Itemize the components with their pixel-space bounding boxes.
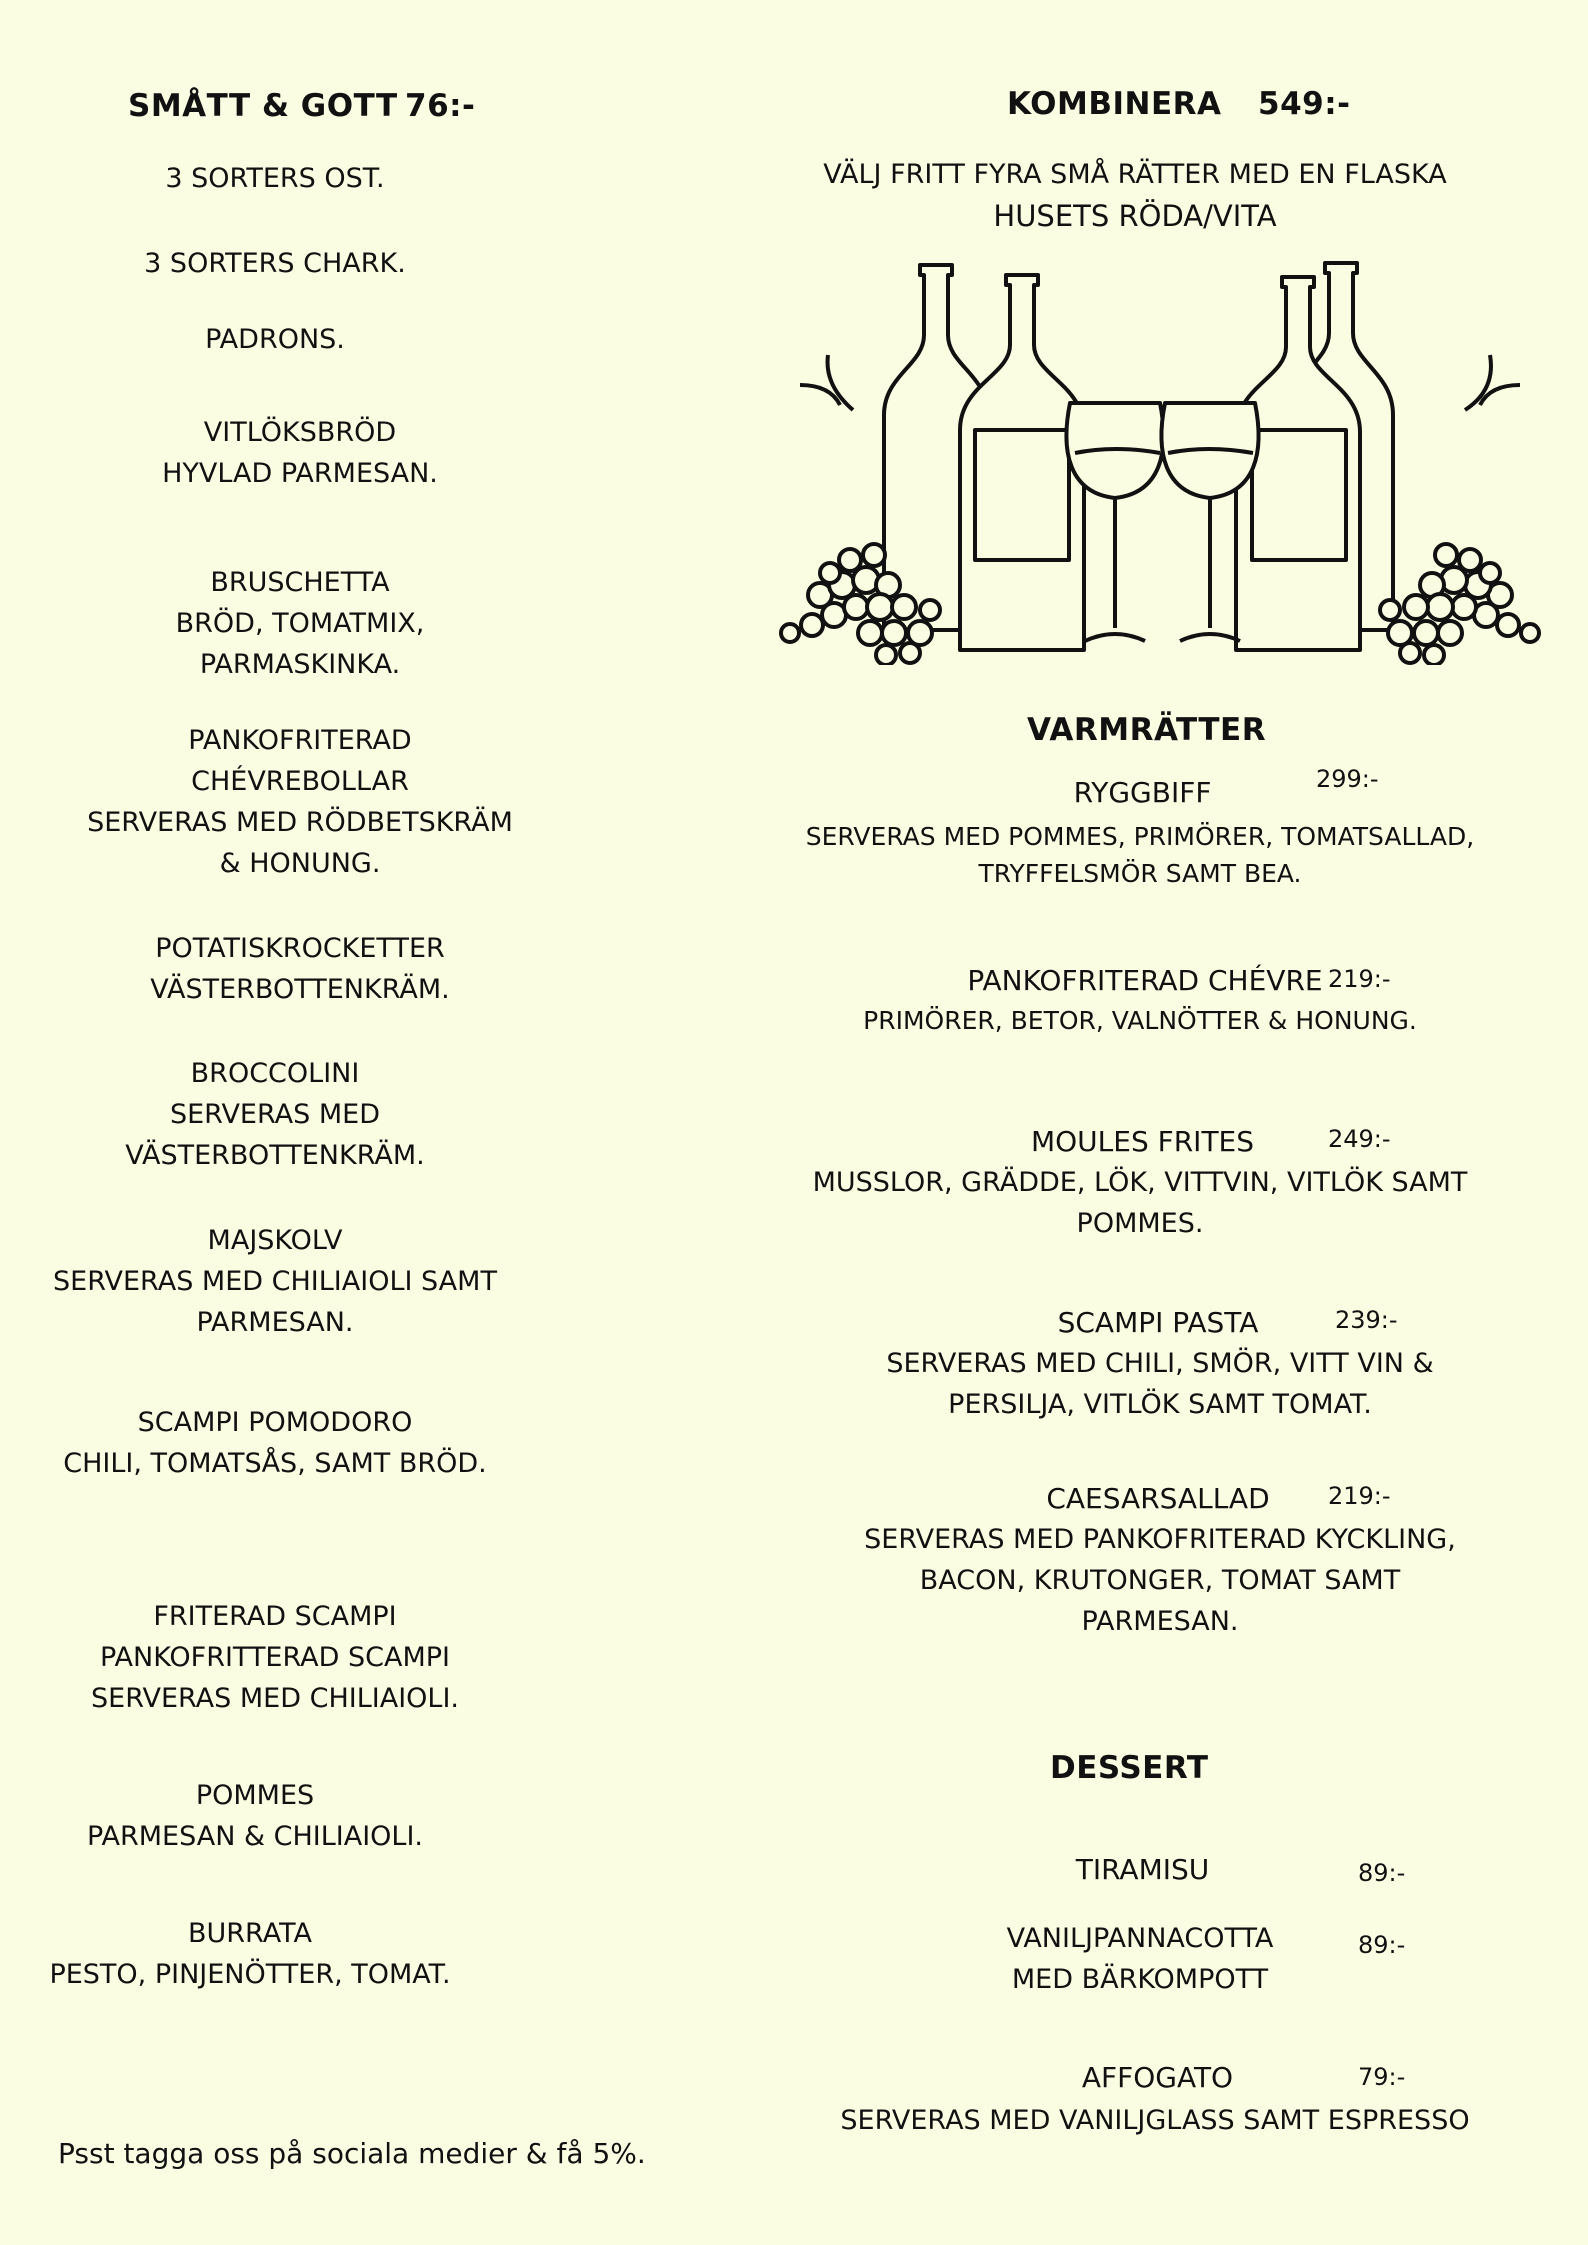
varm-item-desc: SERVERAS MED POMMES, PRIMÖRER, TOMATSALLAD, TRYFFELSMÖR SAMT BEA. [805,822,1475,888]
varm-item-desc: SERVERAS MED CHILI, SMÖR, VITT VIN & PERSILJA, VITLÖK SAMT TOMAT. [886,1348,1434,1420]
kombinera-line2: HUSETS RÖDA/VITA [993,199,1277,233]
dessert-item-desc: SERVERAS MED VANILJGLASS SAMT ESPRESSO [840,2105,1470,2136]
menu-item-burrata: BURRATA PESTO, PINJENÖTTER, TOMAT. [49,1918,451,1990]
menu-item-ost: 3 SORTERS OST. [165,163,385,194]
varm-item-name: MOULES FRITES [1030,1125,1255,1158]
varm-item-name: PANKOFRITERAD CHÉVRE [967,964,1323,997]
menu-item-majskolv: MAJSKOLV SERVERAS MED CHILIAIOLI SAMT PARMESAN. [53,1225,497,1338]
smatt-gott-heading [128,88,398,124]
dessert-item-name: VANILJPANNACOTTA MED BÄRKOMPOTT [1006,1923,1274,1995]
varm-item-name: CAESARSALLAD [1046,1482,1270,1515]
menu-item-potatiskrocketter: POTATISKROCKETTER VÄSTERBOTTENKRÄM. [150,933,450,1005]
dessert-item-price: 89:- [1358,1931,1406,1959]
dessert-item-price: 89:- [1358,1859,1406,1887]
varmratter-heading: VARMRÄTTER [1027,712,1267,748]
varm-item-price: 239:- [1335,1306,1398,1334]
menu-item-padrons: PADRONS. [205,324,345,355]
varm-item-desc: MUSSLOR, GRÄDDE, LÖK, VITTVIN, VITLÖK SAMT POMMES. [812,1167,1468,1239]
varm-item-price: 219:- [1328,965,1391,993]
menu-item-friterad-scampi: FRITERAD SCAMPI PANKOFRITTERAD SCAMPI SERVERAS MED CHILIAIOLI. [91,1601,459,1714]
dessert-item-name: TIRAMISU [1075,1853,1210,1886]
menu-item-pommes: POMMES PARMESAN & CHILIAIOLI. [86,1780,424,1852]
varm-item-price: 299:- [1316,765,1379,793]
kombinera-line1: VÄLJ FRITT FYRA SMÅ RÄTTER MED EN FLASKA [823,159,1447,190]
footer-note: Psst tagga oss på sociala medier & få 5%. [58,2137,646,2170]
kombinera-price: 549:- [1258,86,1351,122]
menu-item-broccolini: BROCCOLINI SERVERAS MED VÄSTERBOTTENKRÄM. [125,1058,425,1171]
dessert-item-name: AFFOGATO [1081,2061,1234,2094]
varm-item-price: 249:- [1328,1125,1391,1153]
menu-item-chark: 3 SORTERS CHARK. [144,248,406,279]
menu-item-scampi-pomodoro: SCAMPI POMODORO CHILI, TOMATSÅS, SAMT BRÖD. [63,1407,487,1479]
varm-item-desc: PRIMÖRER, BETOR, VALNÖTTER & HONUNG. [863,1006,1417,1035]
varm-item-price: 219:- [1328,1482,1391,1510]
smatt-gott-price: 76:- [405,88,476,124]
kombinera-heading: KOMBINERA [1007,86,1222,122]
menu-item-chevrebollar: PANKOFRITERAD CHÉVREBOLLAR SERVERAS MED RÖDBETSKRÄM & HONUNG. [87,725,513,879]
varm-item-name: RYGGBIFF [1073,776,1212,809]
varm-item-name: SCAMPI PASTA [1057,1306,1259,1339]
varm-item-desc: SERVERAS MED PANKOFRITERAD KYCKLING, BACON, KRUTONGER, TOMAT SAMT PARMESAN. [864,1524,1456,1637]
section-title: SMÅTT & GOTT [128,88,398,124]
dessert-heading: DESSERT [1050,1750,1209,1786]
dessert-item-price: 79:- [1358,2063,1406,2091]
menu-item-bruschetta: BRUSCHETTA BRÖD, TOMATMIX, PARMASKINKA. [175,567,425,680]
menu-item-vitloksbrod: VITLÖKSBRÖD HYVLAD PARMESAN. [162,417,438,489]
wine-bottles-illustration [770,255,1550,665]
